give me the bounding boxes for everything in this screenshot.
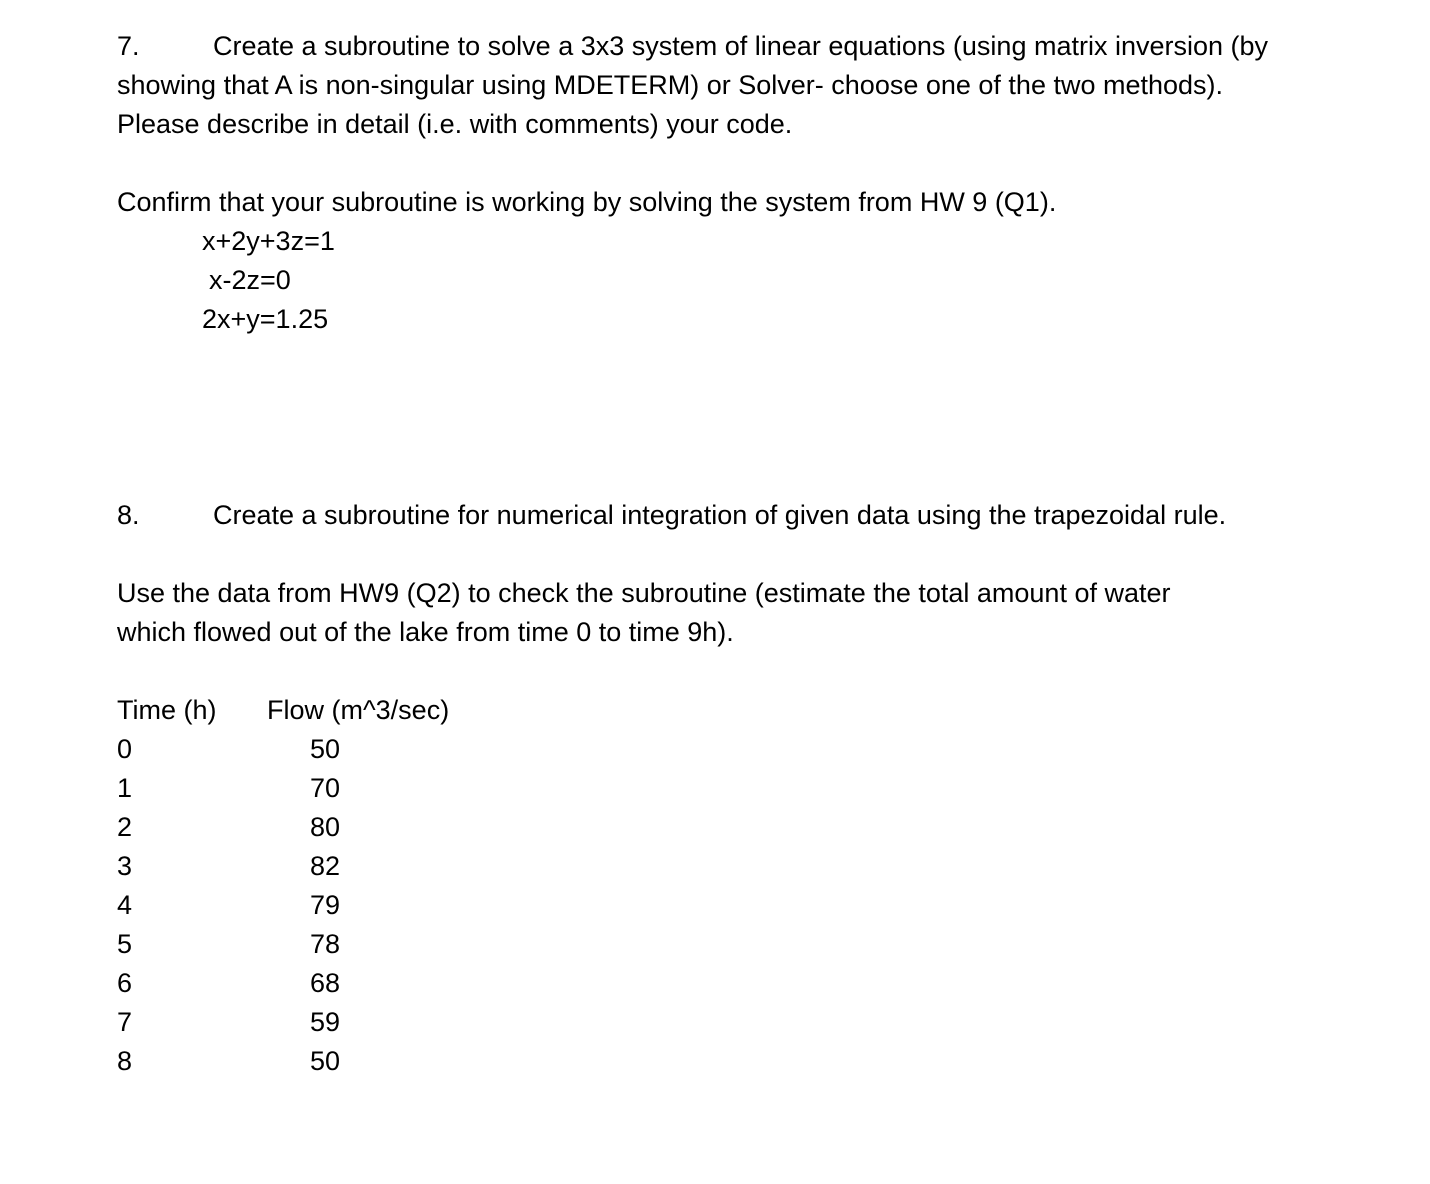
flow-cell: 78 bbox=[309, 929, 340, 959]
flow-cell: 50 bbox=[309, 1046, 340, 1076]
table-header-time: Time (h) bbox=[117, 695, 217, 725]
q7-number: 7. bbox=[117, 31, 140, 61]
q8-use-line-2: which flowed out of the lake from time 0 to time 9h). bbox=[117, 617, 734, 647]
time-cell: 0 bbox=[117, 734, 133, 764]
equation-2: x-2z=0 bbox=[209, 265, 291, 295]
time-cell: 6 bbox=[117, 968, 133, 998]
time-cell: 2 bbox=[117, 812, 133, 842]
equation-3: 2x+y=1.25 bbox=[202, 304, 329, 334]
table-header-flow: Flow (m^3/sec) bbox=[267, 695, 450, 725]
q7-line-3: Please describe in detail (i.e. with comments) your code. bbox=[117, 109, 793, 139]
flow-cell: 79 bbox=[309, 890, 340, 920]
time-cell: 3 bbox=[117, 851, 133, 881]
q8-line-1: Create a subroutine for numerical integration of given data using the trapezoidal rule. bbox=[213, 500, 1227, 530]
q7-line-1: Create a subroutine to solve a 3x3 system of linear equations (using matrix inversion (by bbox=[213, 31, 1269, 61]
time-cell: 1 bbox=[117, 773, 133, 803]
flow-cell: 80 bbox=[309, 812, 340, 842]
q7-line-2: showing that A is non-singular using MDETERM) or Solver- choose one of the two methods). bbox=[117, 70, 1224, 100]
flow-cell: 50 bbox=[309, 734, 340, 764]
q7-confirm: Confirm that your subroutine is working by solving the system from HW 9 (Q1). bbox=[117, 187, 1057, 217]
flow-cell: 82 bbox=[309, 851, 340, 881]
flow-cell: 59 bbox=[309, 1007, 340, 1037]
q8-use-line-1: Use the data from HW9 (Q2) to check the subroutine (estimate the total amount of water bbox=[117, 578, 1171, 608]
time-cell: 5 bbox=[117, 929, 133, 959]
flow-cell: 70 bbox=[309, 773, 340, 803]
time-cell: 4 bbox=[117, 890, 133, 920]
q8-number: 8. bbox=[117, 500, 140, 530]
equation-1: x+2y+3z=1 bbox=[202, 226, 335, 256]
time-cell: 7 bbox=[117, 1007, 133, 1037]
flow-cell: 68 bbox=[309, 968, 340, 998]
time-cell: 8 bbox=[117, 1046, 133, 1076]
